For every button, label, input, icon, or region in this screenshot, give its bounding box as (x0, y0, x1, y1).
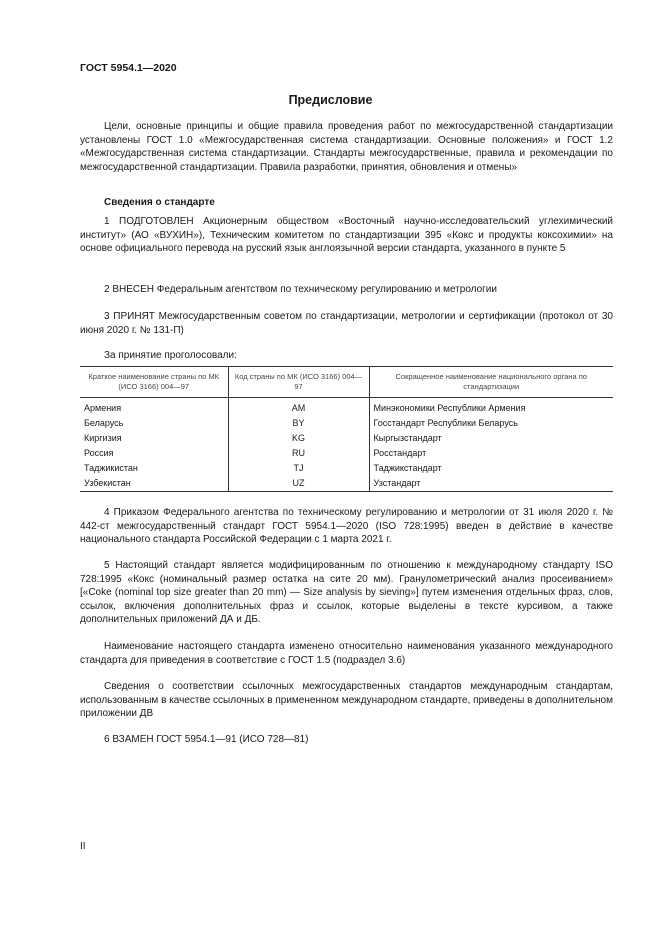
table-header-code: Код страны по МК (ИСО 3166) 004—97 (228, 367, 369, 398)
code-cell: TJ (228, 461, 369, 476)
table-header-body: Сокращенное наименование национального органа по стандартизации (369, 367, 613, 398)
code-cell: AM (228, 398, 369, 417)
body-cell: Росстандарт (369, 446, 613, 461)
table-row (80, 446, 613, 461)
item-5-references-note: Сведения о соответствии ссылочных межгосударственных стандартов международным стандартам, использованным в качестве ссылочных в примененном международном стандарте, приведены в дополнительном приложении ДВ (80, 681, 613, 720)
body-cell: Таджикстандарт (369, 461, 613, 476)
country-cell: Узбекистан (84, 478, 131, 488)
code-cell: UZ (228, 476, 369, 492)
item-6-paragraph: 6 ВЗАМЕН ГОСТ 5954.1—91 (ИСО 728—81) (104, 734, 309, 745)
country-cell: Киргизия (84, 433, 122, 443)
country-cell: Россия (84, 448, 114, 458)
item-5-paragraph: 5 Настоящий стандарт является модифицированным по отношению к международному стандарту ISO 728:1995 «Кокс (номинальный размер остатка на сите 20 мм). Гранулометрический анализ просеиванием» [«Coke (nominal top size greater than 20 mm) — Size analysis by sieving»] путем изменения отдельных фраз, слов, ссылок, включения дополнительных фраз и ссылок, которые выделены в тексте курсивом, а также дополнительных приложений ДА и ДБ. (80, 560, 613, 626)
item-5-name-note: Наименование настоящего стандарта изменено относительно наименования указанного международного стандарта для приведения в соответствие с ГОСТ 1.5 (подраздел 3.6) (80, 641, 613, 666)
table-row (80, 461, 613, 476)
table-row (80, 416, 613, 431)
country-cell: Беларусь (84, 418, 124, 428)
table-row (80, 398, 613, 417)
code-cell: BY (228, 416, 369, 431)
document-header: ГОСТ 5954.1—2020 (80, 62, 177, 74)
voting-table (80, 366, 613, 492)
page-title: Предисловие (288, 93, 373, 107)
body-cell: Минэкономики Республики Армения (369, 398, 613, 417)
item-3-paragraph: 3 ПРИНЯТ Межгосударственным советом по стандартизации, метрологии и сертификации (протокол от 30 июня 2020 г. № 131-П) (80, 311, 613, 336)
country-cell: Таджикистан (84, 463, 138, 473)
item-1-paragraph: 1 ПОДГОТОВЛЕН Акционерным обществом «Восточный научно-исследовательский углехимический институт» (АО «ВУХИН»), Техническим комитетом по стандартизации 395 «Кокс и продукты коксохимии» на основе официального перевода на русский язык англоязычной версии стандарта, указанного в пункте 5 (80, 216, 613, 255)
country-cell: Армения (84, 403, 122, 413)
voted-label: За принятие проголосовали: (104, 350, 237, 361)
code-cell: KG (228, 431, 369, 446)
body-cell: Кыргызстандарт (369, 431, 613, 446)
table-row (80, 431, 613, 446)
body-cell: Узстандарт (369, 476, 613, 492)
code-cell: RU (228, 446, 369, 461)
page-number: II (80, 841, 86, 852)
table-row (80, 476, 613, 492)
section-subheading: Сведения о стандарте (104, 197, 215, 208)
intro-paragraph: Цели, основные принципы и общие правила проведения работ по межгосударственной стандартизации установлены ГОСТ 1.0 «Межгосударственная система стандартизации. Основные положения» и ГОСТ 1.2 «Межгосударственная система стандартизации. Стандарты межгосударственные, правила и рекомендации по межгосударственной стандартизации. Правила разработки, принятия, обновления и отмены» (80, 121, 613, 173)
body-cell: Госстандарт Республики Беларусь (369, 416, 613, 431)
table-header-row (80, 367, 613, 398)
item-4-paragraph: 4 Приказом Федерального агентства по техническому регулированию и метрологии от 31 июля 2020 г. № 442-ст межгосударственный стандарт ГОСТ 5954.1—2020 (ISO 728:1995) введен в действие в качестве национального стандарта Российской Федерации с 1 марта 2021 г. (80, 507, 613, 546)
table-header-country: Краткое наименование страны по МК (ИСО 3166) 004—97 (80, 367, 228, 398)
item-2-paragraph: 2 ВНЕСЕН Федеральным агентством по техническому регулированию и метрологии (104, 284, 497, 295)
